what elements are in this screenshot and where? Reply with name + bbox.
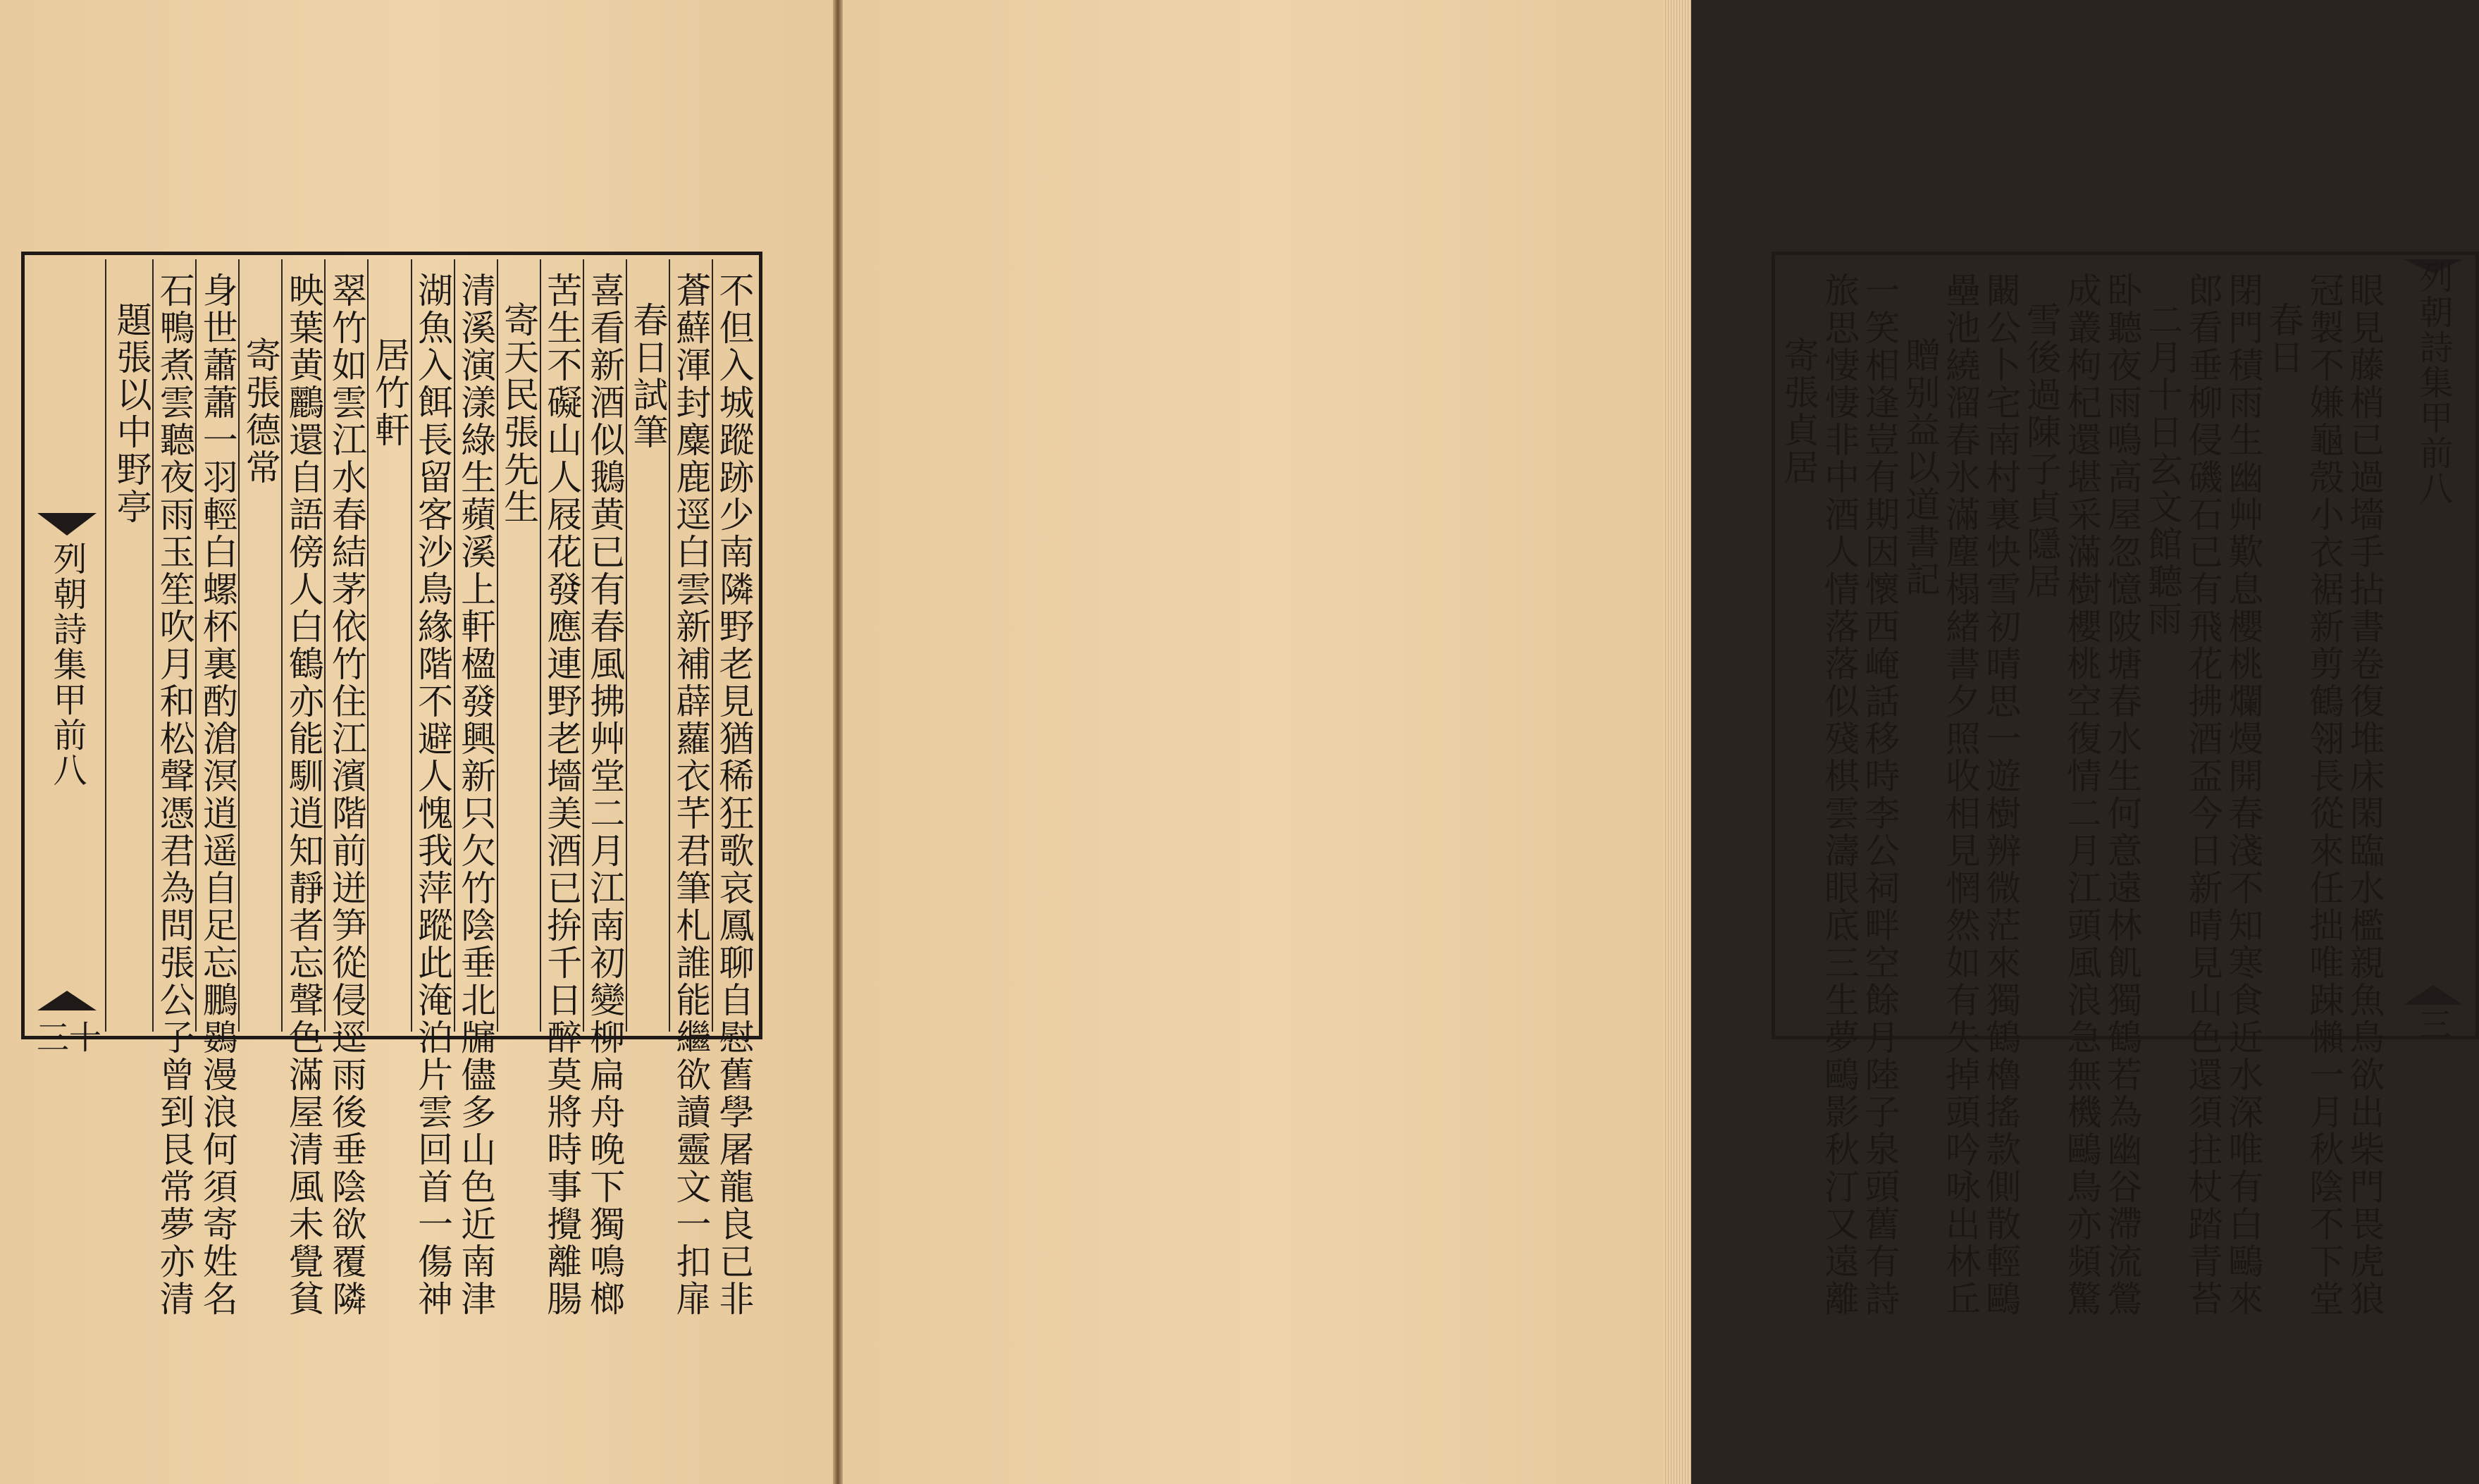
poem-line: 旅思悽悽非中酒人情落落似殘棋雲濤眼底三生夢鷗影秋汀又遠離 (1819, 272, 1860, 1318)
poem-line: 成叢枸杞還堪采滿樹櫻桃空復情二月江頭風浪急無機鷗鳥亦頻驚 (2061, 272, 2103, 1318)
text-column (238, 259, 281, 1032)
poem-line: 蒼蘚渾封麋鹿逕白雲新補薜蘿衣芊君筆札誰能繼欲讀靈文一扣扉 (670, 272, 712, 1318)
text-column (1939, 259, 1982, 1318)
right-page-columns (1778, 259, 2385, 1318)
poem-line: 喜看新酒似鵝黄已有春風拂艸堂二月江南初變柳扁舟晚下獨鳴榔 (584, 272, 626, 1318)
poem-line: 翠竹如雲江水春結茅依竹住江濱階前迸笋從侵逕雨後垂陰欲覆隣 (326, 272, 367, 1318)
right-page (843, 0, 2453, 1484)
poem-line: 清溪演漾綠生蘋溪上軒楹發興新只欠竹陰垂北牖儘多山色近南津 (455, 272, 497, 1318)
book-gutter (833, 0, 843, 1484)
text-column (2101, 259, 2143, 1318)
poem-title: 雪後過陳子貞隱居 (2020, 302, 2062, 600)
text-column (2303, 259, 2344, 1318)
poem-line: 映葉黄鸝還自語傍人白鶴亦能馴逍知靜者忘聲色滿屋清風未覺貧 (283, 272, 324, 1318)
text-column (540, 259, 583, 1318)
poem-line: 石鴨煮雲聽夜雨玉笙吹月和松聲憑君為問張公子曾到艮常夢亦清 (154, 272, 195, 1318)
left-margin-title: 列朝詩集甲前八 (47, 541, 87, 788)
poem-title: 題張以中野亭 (111, 302, 152, 526)
poem-line: 湖魚入餌長留客沙鳥緣階不避人愧我萍蹤此淹泊片雲回首一傷神 (412, 272, 454, 1318)
text-column (1980, 259, 2022, 1318)
right-margin-title: 列朝詩集甲前八 (2413, 259, 2453, 506)
text-column (712, 259, 755, 1318)
poem-title: 寄張貞居 (1778, 337, 1819, 486)
text-column (2344, 259, 2385, 1318)
poem-title: 春日試筆 (627, 302, 669, 451)
text-column (2141, 259, 2182, 1032)
text-column (583, 259, 626, 1318)
right-folio-number: 三 (2414, 1008, 2452, 1040)
right-page-text-frame (1772, 252, 2479, 1318)
text-column (111, 259, 152, 1032)
poem-line: 一笑相逢豈有期因懷西崦話移時李公祠畔空餘月陸子泉頭舊有詩 (1859, 272, 1900, 1318)
poem-line: 身世蕭蕭一羽輕白螺杯裏酌滄溟逍遥自足忘鵬鷃漫浪何須寄姓名 (197, 272, 238, 1318)
text-column (2223, 259, 2264, 1318)
text-column (2263, 259, 2303, 1032)
text-column (2060, 259, 2103, 1318)
left-page (0, 0, 833, 1484)
poem-line: 閉門積雨生幽艸歎息櫻桃爛熳開春淺不知寒食近水深唯有白鷗來 (2223, 272, 2264, 1318)
text-column (454, 259, 497, 1318)
text-column (1899, 259, 1939, 1032)
poem-title: 寄天民張先生 (498, 302, 540, 526)
left-page-text-frame (21, 252, 762, 1318)
text-column (2020, 259, 2060, 1032)
poem-title: 春日 (2263, 302, 2304, 376)
poem-line: 卧聽夜雨鳴高屋忽憶陂塘春水生何意遠林飢獨鶴若為幽谷滯流鶯 (2101, 272, 2143, 1318)
poem-line: 不但入城蹤跡少南隣野老見猶稀狂歌哀鳳聊自慰舊學屠龍良已非 (713, 272, 755, 1318)
poem-title: 寄張德常 (240, 337, 281, 486)
poem-line: 郎看垂柳侵磯石已有飛花拂酒盃今日新晴見山色還須拄杖踏青苔 (2182, 272, 2224, 1318)
poem-title: 二月十日玄文館聽雨 (2141, 302, 2183, 638)
poem-line: 眼見藤梢已過墻手拈書卷復堆床閑臨水檻親魚鳥欲出柴門畏虎狼 (2344, 272, 2385, 1318)
page-edges (1663, 0, 1691, 1484)
left-page-columns (111, 259, 755, 1318)
fishtail-mark-icon (37, 991, 97, 1010)
text-column (324, 259, 367, 1318)
poem-line: 壘池繞溜春氷滿塵榻緒書夕照收相見惘然如有失掉頭吟咏出林丘 (1940, 272, 1982, 1318)
left-page-center-strip (29, 259, 106, 1053)
poem-line: 苦生不礙山人屐花發應連野老墻美酒已拚千日醉莫將時事攪離腸 (541, 272, 583, 1318)
text-column (669, 259, 712, 1318)
text-column (281, 259, 324, 1318)
fishtail-mark-icon (37, 513, 97, 536)
text-column (497, 259, 540, 1032)
text-column (367, 259, 410, 1032)
text-column (1779, 259, 1818, 1032)
fishtail-mark-icon (2404, 985, 2463, 1005)
text-column (626, 259, 669, 1032)
text-column (1818, 259, 1860, 1318)
text-column (411, 259, 454, 1318)
poem-line: 闞公卜宅南村裏快雪初晴思一遊樹辨微茫來獨鶴櫓搖款側散輕鷗 (1980, 272, 2022, 1318)
left-folio-number: 十三 (32, 1020, 102, 1053)
poem-line: 冠製不嫌龜殼小衣裾新剪鶴翎長從來任拙唯踈懶一月秋陰不下堂 (2304, 272, 2344, 1318)
text-column (1859, 259, 1900, 1318)
poem-title: 贈别益以道書記 (1899, 337, 1941, 598)
poem-title: 居竹軒 (369, 337, 410, 449)
text-column (152, 259, 195, 1318)
text-column (2182, 259, 2224, 1318)
text-column (195, 259, 238, 1318)
right-page-center-strip (2394, 259, 2471, 1040)
